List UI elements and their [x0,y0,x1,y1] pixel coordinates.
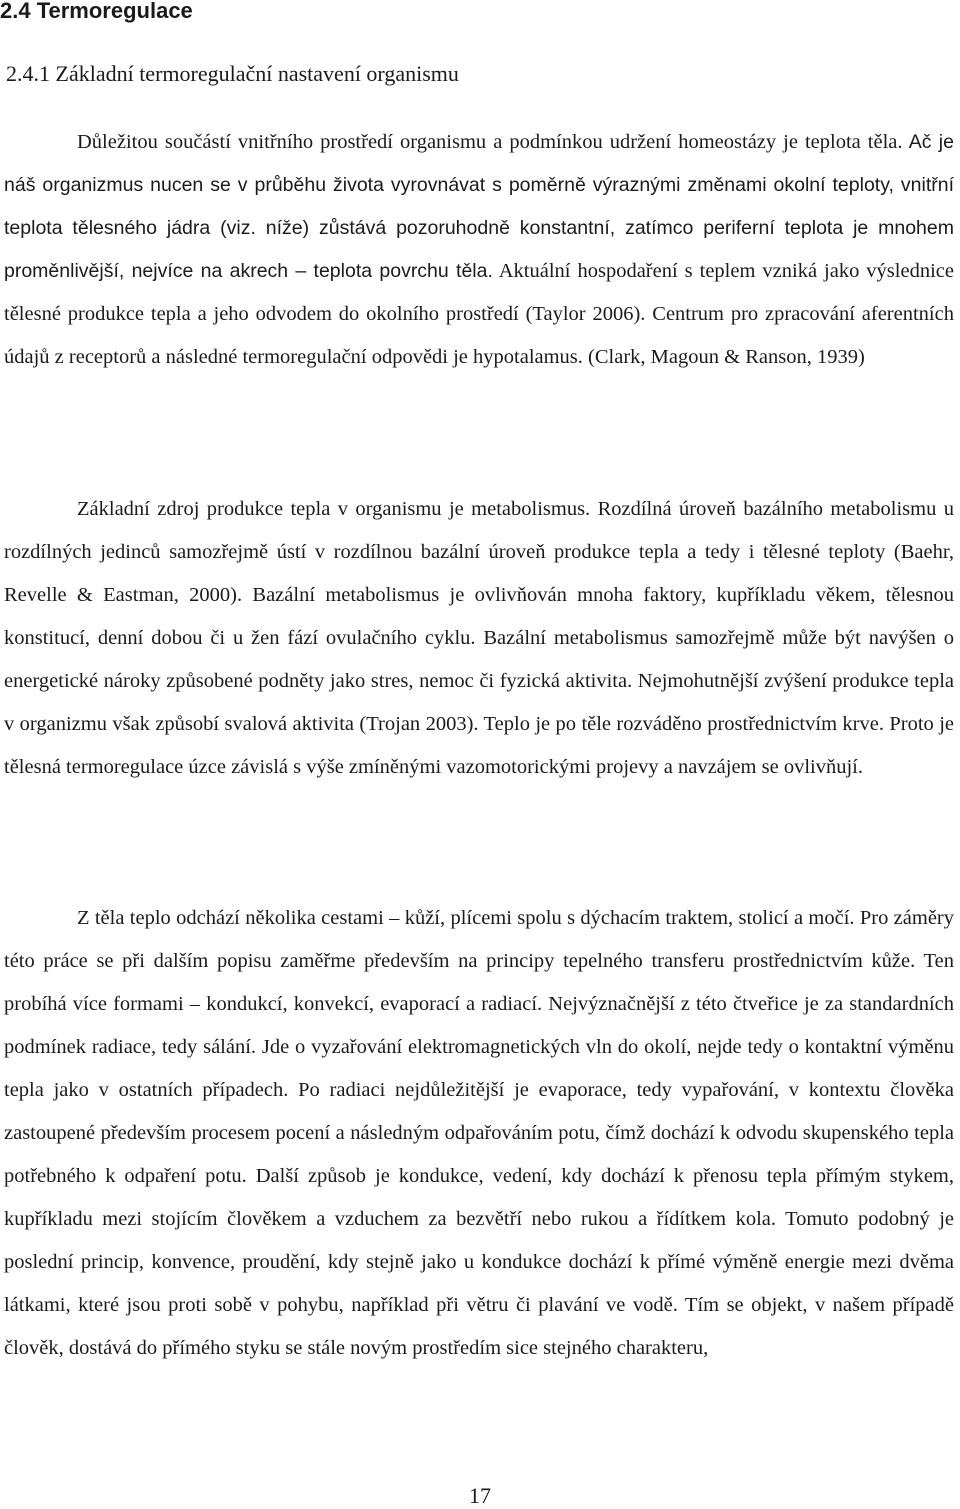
section-heading: 2.4 Termoregulace [0,0,193,23]
paragraph-metabolism: Základní zdroj produkce tepla v organismu je metabolismus. Rozdílná úroveň bazálního metabolismu u rozdílných jedinců samozřejmě ústí v rozdílnou bazální úroveň produkce tepla a tedy i tělesné teploty (Baehr, Revelle & Eastman, 2000). Bazální metabolismus je ovlivňován mnoha faktory, kupříkladu věkem, tělesnou konstitucí, denní dobou či u žen fází ovulačního cyklu. Bazální metabolismus samozřejmě může být navýšen o energetické nároky způsobené podněty jako stres, nemoc či fyzická aktivita. Nejmohutnější zvýšení produkce tepla v organizmu však způsobí svalová aktivita (Trojan 2003). Teplo je po těle rozváděno prostřednictvím krve. Proto je tělesná termoregulace úzce závislá s výše zmíněnými vazomotorickými projevy a navzájem se ovlivňují. [4,498,954,778]
paragraph-heat-transfer: Z těla teplo odchází několika cestami – kůží, plícemi spolu s dýchacím traktem, stolicí a močí. Pro záměry této práce se při dalším popisu zaměřme především na principy tepelného transferu prostřednictvím kůže. Ten probíhá více formami – kondukcí, konvekcí, evaporací a radiací. Nejvýznačnější z této čtveřice je za standardních podmínek radiace, tedy sálání. Jde o vyzařování elektromagnetických vln do okolí, nejde tedy o kontaktní výměnu tepla jako v ostatních případech. Po radiaci nejdůležitější je evaporace, tedy vypařování, v kontextu člověka zastoupené především procesem pocení a následným odpařováním potu, čímž dochází k odvodu skupenského tepla potřebného k odpaření potu. Další způsob je kondukce, vedení, kdy dochází k přenosu tepla přímým stykem, kupříkladu mezi stojícím člověkem a vzduchem za bezvětří nebo rukou a řídítkem kola. Tomuto podobný je poslední princip, konvence, proudění, kdy stejně jako u kondukce dochází k přímé výměně energie mezi dvěma látkami, které jsou proti sobě v pohybu, například při větru či plavání ve vodě. Tím se objekt, v našem případě člověk, dostává do přímého styku se stále novým prostředím sice stejného charakteru, [4,907,954,1359]
paragraph-1-part-c: Aktuální hospodaření s teplem vzniká jako výslednice tělesné produkce tepla a jeho odvodem do okolního prostředí (Taylor 2006). [4,260,954,325]
paragraph-1-part-a: Důležitou součástí vnitřního prostředí organismu a podmínkou udržení homeostázy je teplota těla. [77,131,903,153]
paragraph-1-part-e: (Clark, Magoun & Ranson, 1939) [582,346,865,368]
subsection-heading: 2.4.1 Základní termoregulační nastavení organismu [6,61,459,86]
paragraph-1-part-b: Ač je náš organizmus nucen se v průběhu života vyrovnávat s poměrně výraznými změnami okolní teploty, vnitřní teplota tělesného jádra (viz. níže) zůstává pozoruhodně konstantní, zatímco periferní teplota je mnohem proměnlivější, nejvíce na akrech – teplota povrchu těla. [4,131,954,282]
paragraph-1-part-d: Centrum pro zpracování aferentních údajů z receptorů a následné termoregulační odpovědi je hypotalamus. [4,303,954,368]
paragraph-thermoregulation-intro [4,121,954,379]
page-number: 17 [469,1483,491,1508]
